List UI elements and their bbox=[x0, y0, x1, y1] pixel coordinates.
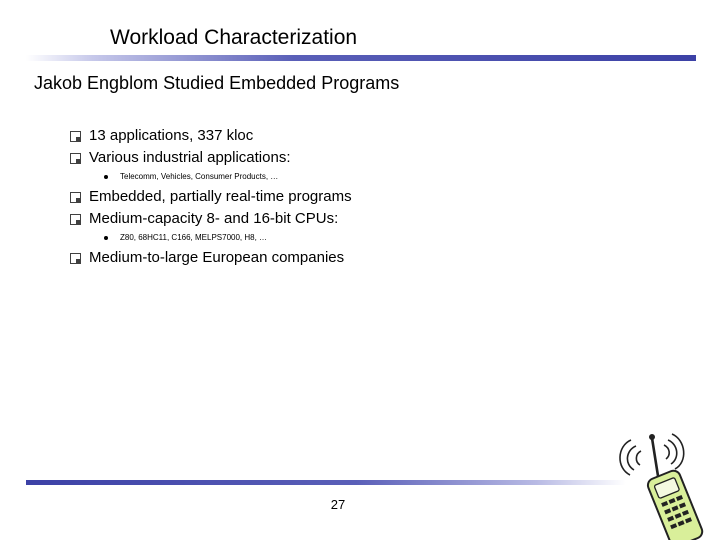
sub-bullet-item bbox=[104, 232, 267, 244]
checkbox-bullet-icon bbox=[70, 253, 81, 264]
sub-bullet-text: Telecomm, Vehicles, Consumer Products, … bbox=[120, 172, 279, 181]
bullet-text: 13 applications, 337 kloc bbox=[89, 127, 254, 144]
slide-title: Workload Characterization bbox=[110, 26, 358, 49]
dot-bullet-icon bbox=[104, 175, 108, 179]
bullet-item bbox=[70, 187, 352, 207]
checkbox-bullet-icon bbox=[70, 192, 81, 203]
bullet-item bbox=[70, 148, 291, 168]
sub-bullet-text: Z80, 68HC11, C166, MELPS7000, H8, … bbox=[120, 233, 268, 242]
sub-bullet-item bbox=[104, 171, 278, 183]
bullet-text: Medium-capacity 8- and 16-bit CPUs: bbox=[89, 210, 339, 227]
footer-divider bbox=[26, 480, 626, 485]
bullet-item bbox=[70, 209, 338, 229]
mobile-phone-signal-icon bbox=[614, 428, 720, 540]
bullet-text: Medium-to-large European companies bbox=[89, 249, 345, 266]
bullet-item bbox=[70, 248, 344, 268]
checkbox-bullet-icon bbox=[70, 153, 81, 164]
checkbox-bullet-icon bbox=[70, 131, 81, 142]
bullet-text: Various industrial applications: bbox=[89, 149, 291, 166]
page-number: 27 bbox=[330, 497, 346, 512]
bullet-item bbox=[70, 126, 253, 146]
checkbox-bullet-icon bbox=[70, 214, 81, 225]
bullet-text: Embedded, partially real-time programs bbox=[89, 188, 352, 205]
dot-bullet-icon bbox=[104, 236, 108, 240]
title-divider bbox=[26, 55, 696, 61]
slide-subtitle: Jakob Engblom Studied Embedded Programs bbox=[34, 73, 400, 93]
